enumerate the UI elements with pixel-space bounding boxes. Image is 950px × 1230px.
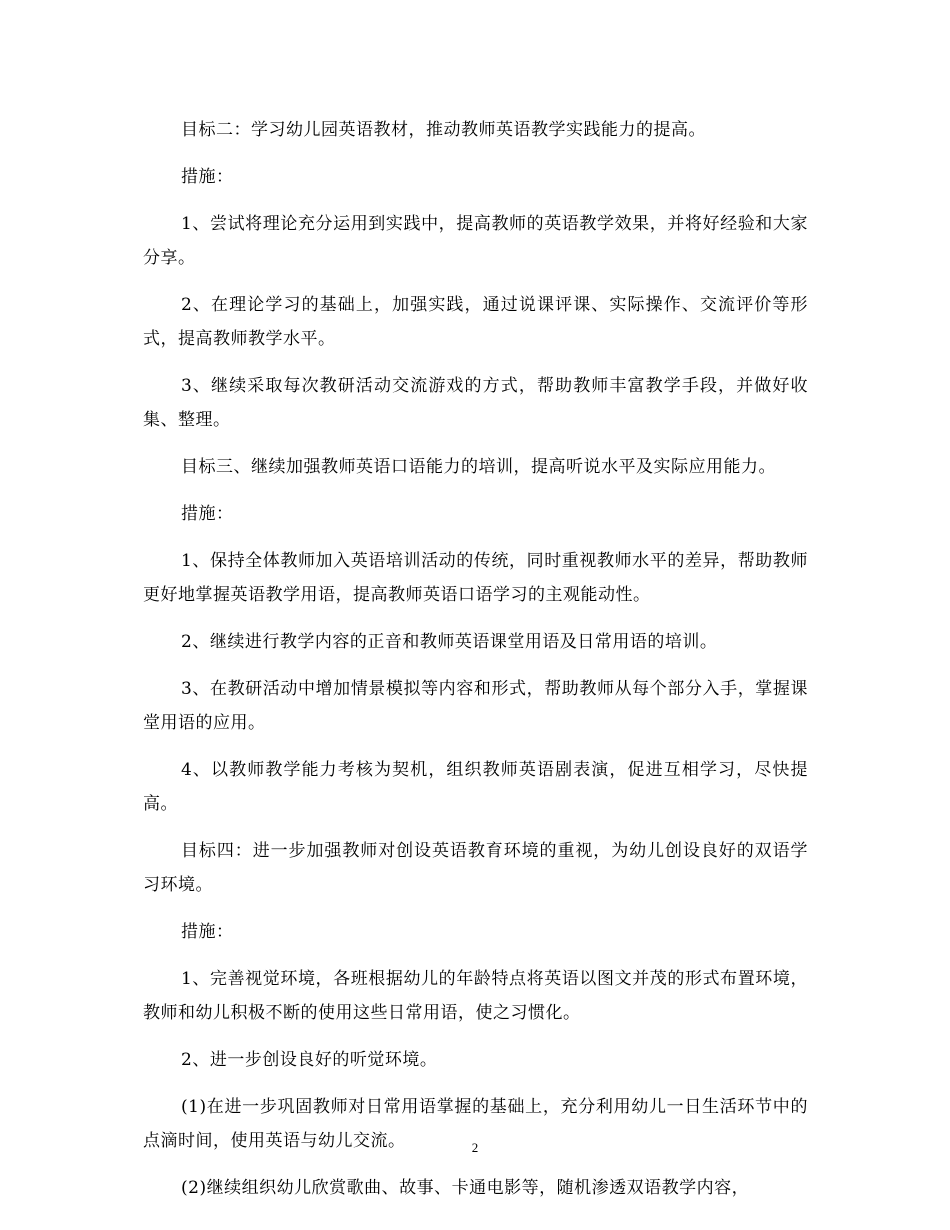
paragraph-item: 1、尝试将理论充分运用到实践中，提高教师的英语教学效果，并将好经验和大家分享。 xyxy=(143,214,808,268)
paragraph-measures-label: 措施： xyxy=(181,922,234,942)
paragraph-item: 2、在理论学习的基础上，加强实践，通过说课评课、实际操作、交流评价等形式，提高教师教学水平。 xyxy=(143,295,808,349)
paragraph-item: 2、进一步创设良好的听觉环境。 xyxy=(181,1050,438,1070)
paragraph-measures-label: 措施： xyxy=(181,167,234,187)
paragraph-subitem: (2)继续组织幼儿欣赏歌曲、故事、卡通电影等，随机渗透双语教学内容， xyxy=(181,1178,750,1198)
paragraph-goal-four: 目标四：进一步加强教师对创设英语教育环境的重视，为幼儿创设良好的双语学习环境。 xyxy=(143,841,808,895)
paragraph-measures-label: 措施： xyxy=(181,504,234,524)
document-body xyxy=(143,113,808,1218)
paragraph-item: 3、继续采取每次教研活动交流游戏的方式，帮助教师丰富教学手段，并做好收集、整理。 xyxy=(143,376,808,430)
paragraph-item: 3、在教研活动中增加情景模拟等内容和形式，帮助教师从每个部分入手，掌握课堂用语的应用。 xyxy=(143,679,808,733)
page-number: 2 xyxy=(471,1140,479,1155)
paragraph-item: 1、保持全体教师加入英语培训活动的传统，同时重视教师水平的差异，帮助教师更好地掌握英语教学用语，提高教师英语口语学习的主观能动性。 xyxy=(143,551,808,605)
paragraph-item: 4、以教师教学能力考核为契机，组织教师英语剧表演，促进互相学习，尽快提高。 xyxy=(143,760,808,814)
paragraph-item: 1、完善视觉环境，各班根据幼儿的年龄特点将英语以图文并茂的形式布置环境，教师和幼儿积极不断的使用这些日常用语，使之习惯化。 xyxy=(143,969,808,1023)
paragraph-goal-two: 目标二：学习幼儿园英语教材，推动教师英语教学实践能力的提高。 xyxy=(181,120,706,140)
paragraph-goal-three: 目标三、继续加强教师英语口语能力的培训，提高听说水平及实际应用能力。 xyxy=(181,457,776,477)
paragraph-subitem: (1)在进一步巩固教师对日常用语掌握的基础上，充分利用幼儿一日生活环节中的点滴时间，使用英语与幼儿交流。 xyxy=(143,1097,808,1151)
paragraph-item: 2、继续进行教学内容的正音和教师英语课堂用语及日常用语的培训。 xyxy=(181,632,718,652)
